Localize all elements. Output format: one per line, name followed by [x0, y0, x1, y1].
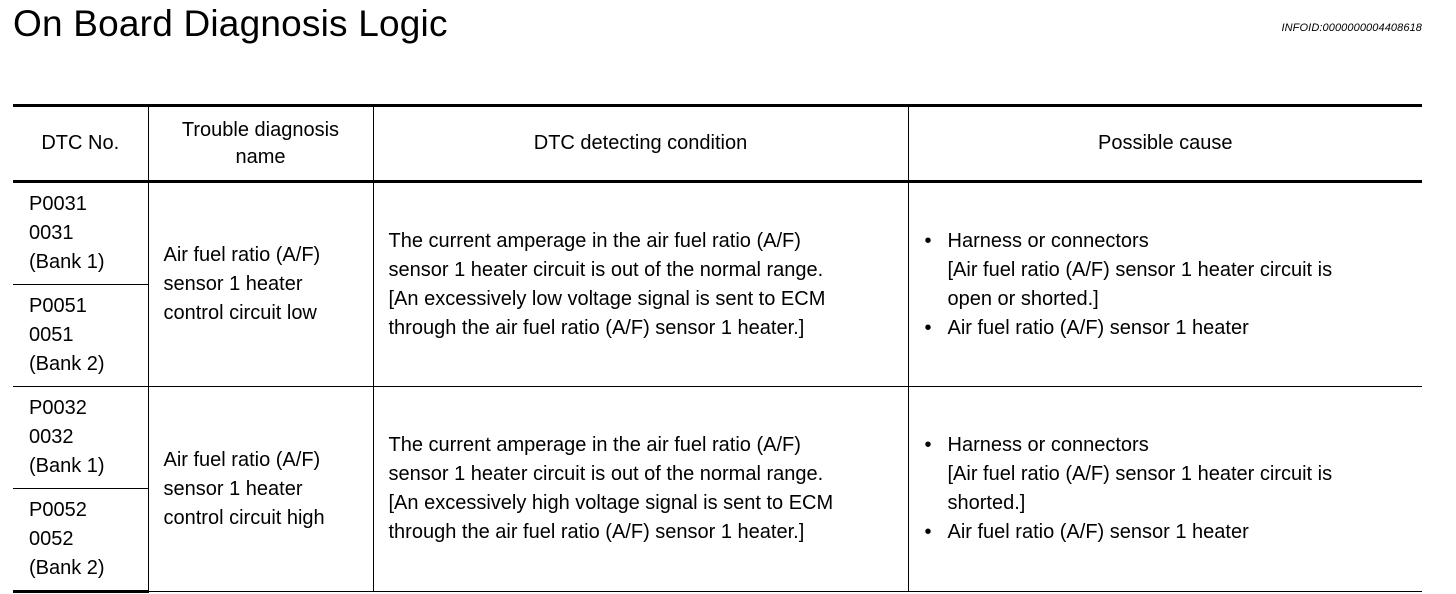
- header-dtc-detecting-condition: DTC detecting condition: [373, 106, 908, 182]
- cause-item: [923, 431, 1419, 518]
- dtc-code-cell: [13, 182, 148, 285]
- trouble-diagnosis-name-cell: [148, 387, 373, 592]
- name-line: Air fuel ratio (A/F): [163, 244, 321, 266]
- cause-line: shorted.]: [947, 492, 1026, 514]
- info-id: INFOID:0000000004408618: [1281, 22, 1422, 34]
- dtc-table: [13, 104, 1422, 593]
- cause-item: [923, 227, 1419, 314]
- trouble-diagnosis-name-cell: [148, 182, 373, 387]
- cause-line: Air fuel ratio (A/F) sensor 1 heater: [947, 521, 1249, 543]
- bullet-icon: •: [924, 521, 932, 543]
- dtc-code-short: 0051: [29, 324, 74, 346]
- name-line: sensor 1 heater: [163, 273, 303, 295]
- dtc-code-cell: [13, 285, 148, 387]
- dtc-bank: (Bank 1): [29, 251, 105, 273]
- cause-line: Air fuel ratio (A/F) sensor 1 heater: [947, 316, 1249, 339]
- possible-cause-cell: [908, 182, 1422, 387]
- condition-line: sensor 1 heater circuit is out of the normal range.: [388, 463, 824, 485]
- name-line: control circuit high: [163, 506, 325, 529]
- condition-line: [An excessively low voltage signal is sent to ECM: [388, 287, 826, 310]
- dtc-bank: (Bank 1): [29, 455, 105, 477]
- header-dtc-no: DTC No.: [13, 106, 148, 182]
- cause-line: [Air fuel ratio (A/F) sensor 1 heater circuit is: [947, 258, 1333, 281]
- dtc-code: P0051: [29, 295, 87, 317]
- table-row: [13, 387, 1422, 489]
- possible-cause-cell: [908, 387, 1422, 592]
- bullet-icon: •: [924, 434, 932, 456]
- dtc-detecting-condition-cell: [373, 387, 908, 592]
- table-header-row: [13, 106, 1422, 182]
- dtc-code: P0032: [29, 397, 87, 419]
- dtc-code-cell: [13, 387, 148, 489]
- cause-line: Harness or connectors: [947, 229, 1149, 252]
- dtc-bank: (Bank 2): [29, 557, 105, 579]
- dtc-detecting-condition-cell: [373, 182, 908, 387]
- table-row: [13, 182, 1422, 285]
- bullet-icon: •: [924, 316, 932, 339]
- condition-line: The current amperage in the air fuel ratio (A/F): [388, 229, 801, 252]
- condition-line: [An excessively high voltage signal is sent to ECM: [388, 492, 834, 514]
- header-name-line: name: [235, 145, 286, 168]
- dtc-code-cell: [13, 489, 148, 592]
- condition-line: The current amperage in the air fuel ratio (A/F): [388, 434, 801, 456]
- name-line: sensor 1 heater: [163, 477, 303, 500]
- header-trouble-diagnosis-name: [148, 106, 373, 182]
- condition-line: through the air fuel ratio (A/F) sensor 1 heater.]: [388, 316, 805, 339]
- page-title: On Board Diagnosis Logic: [13, 3, 448, 44]
- header-possible-cause: Possible cause: [908, 106, 1422, 182]
- cause-item: [923, 314, 1419, 343]
- dtc-code-short: 0031: [29, 222, 74, 244]
- dtc-code: P0031: [29, 193, 87, 215]
- cause-list: [923, 431, 1419, 547]
- bullet-icon: •: [924, 229, 932, 252]
- dtc-code: P0052: [29, 499, 87, 521]
- header-name-line: Trouble diagnosis: [181, 118, 340, 141]
- cause-line: open or shorted.]: [947, 287, 1099, 310]
- dtc-bank: (Bank 2): [29, 353, 105, 375]
- name-line: control circuit low: [163, 302, 317, 324]
- cause-line: Harness or connectors: [947, 434, 1149, 456]
- condition-line: through the air fuel ratio (A/F) sensor 1 heater.]: [388, 521, 805, 543]
- cause-line: [Air fuel ratio (A/F) sensor 1 heater circuit is: [947, 463, 1333, 485]
- cause-list: [923, 227, 1419, 343]
- condition-line: sensor 1 heater circuit is out of the normal range.: [388, 258, 824, 281]
- name-line: Air fuel ratio (A/F): [163, 448, 321, 471]
- dtc-code-short: 0032: [29, 426, 74, 448]
- cause-item: [923, 518, 1419, 547]
- dtc-code-short: 0052: [29, 528, 74, 550]
